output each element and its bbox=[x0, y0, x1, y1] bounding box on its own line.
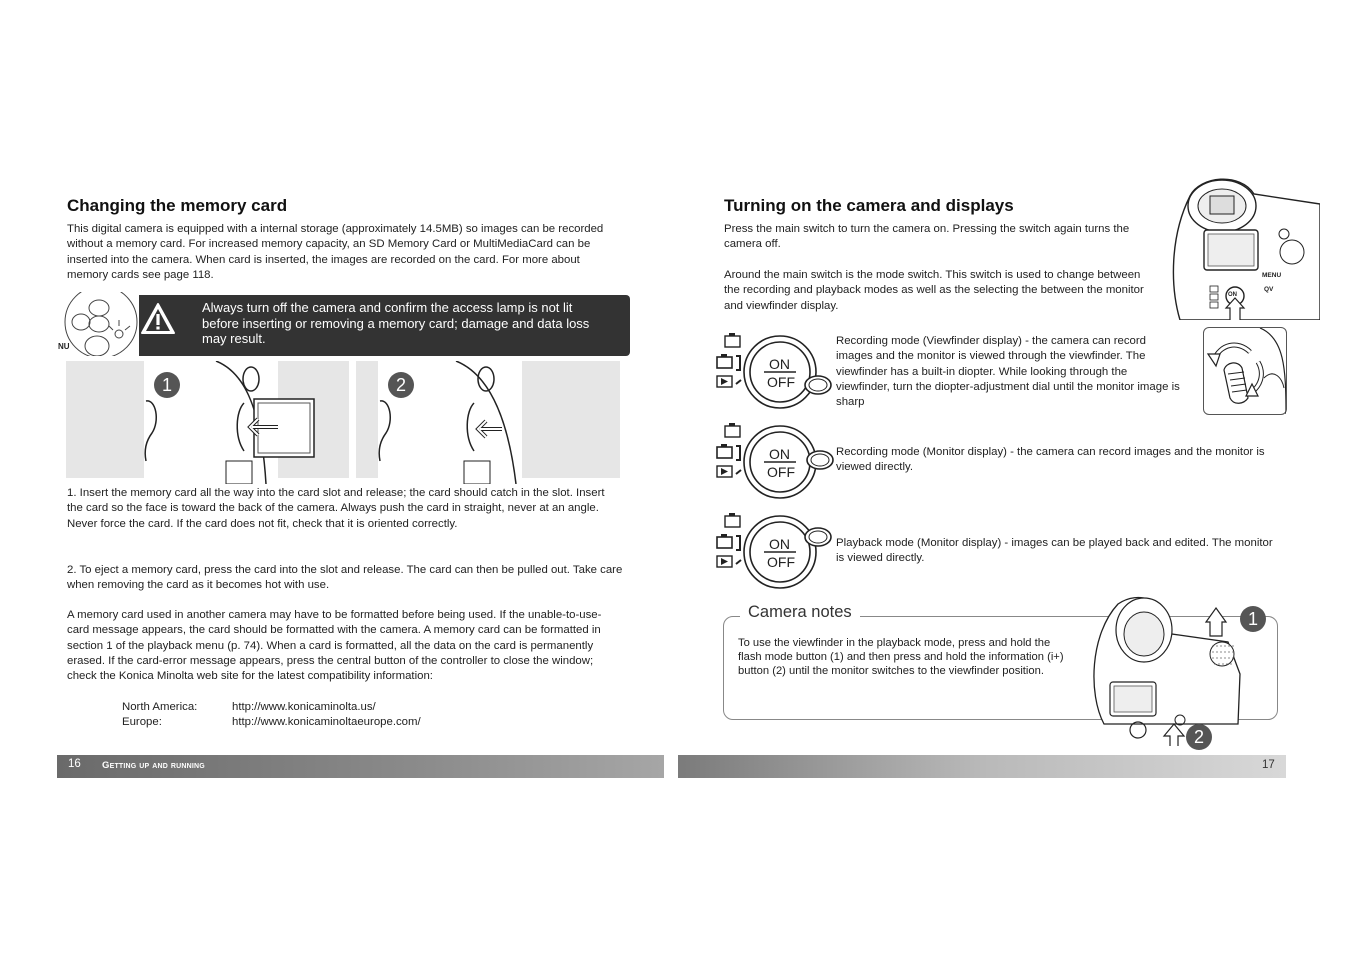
power-paragraph: Press the main switch to turn the camera on. Pressing the switch again turns the camera off. bbox=[724, 223, 1130, 251]
mode-viewfinder-text: Recording mode (Viewfinder display) - the camera can record images and the monitor is viewed through the viewfinder. The viewfinder has a built-in diopter. While looking through the viewfinder, turn the diopter-adjustment dial until the monitor image is sharp bbox=[836, 335, 1180, 409]
on-label: ON bbox=[769, 446, 790, 462]
off-label: OFF bbox=[767, 554, 795, 570]
url-region: Europe: bbox=[122, 716, 162, 728]
section-title: Getting up and running bbox=[102, 760, 205, 771]
controller-thumbnail bbox=[57, 292, 139, 356]
camera-on-label: ON bbox=[1228, 292, 1237, 298]
url-row-north-america bbox=[122, 700, 376, 715]
on-label: ON bbox=[769, 356, 790, 372]
mode-switch-paragraph: Around the main switch is the mode switch. This switch is used to change between the recording and playback modes as well as the selecting the between the monitor and viewfinder display. bbox=[724, 269, 1144, 312]
step2-photo bbox=[356, 361, 620, 478]
camera-notes-text: To use the viewfinder in the playback mode, press and hold the flash mode button (1) and then press and hold the information (i+) button (2) until the monitor switches to the viewfinder position. bbox=[738, 637, 1064, 677]
mode-switch-viewfinder bbox=[714, 330, 834, 410]
diopter-illustration bbox=[1203, 327, 1287, 415]
right-page-title: Turning on the camera and displays bbox=[724, 196, 1014, 215]
step1-text: 1. Insert the memory card all the way into the card slot and release; the card should catch in the slot. Insert the card so the face is toward the back of the camera. Always push the card in straight, never at an angle. Never force the card. If the card does not fit, check that it is oriented correctly. bbox=[67, 487, 605, 530]
warning-icon bbox=[139, 300, 177, 343]
notes-badge-1: 1 bbox=[1240, 606, 1266, 632]
mode-monitor-text: Recording mode (Monitor display) - the camera can record images and the monitor is viewed directly. bbox=[836, 446, 1265, 474]
camera-notes-illustration bbox=[1088, 594, 1258, 747]
url-link[interactable]: http://www.konicaminolta.us/ bbox=[232, 701, 376, 713]
left-page-title: Changing the memory card bbox=[67, 196, 288, 215]
format-paragraph: A memory card used in another camera may have to be formatted before being used. If the unable-to-use-card message appears, the card should be formatted with the camera. A memory card can be formatted in section 1 of the playback menu (p. 74). When a card is formatted, all the data on the card is permanently erased. If the card-error message appears, press the central button of the controller to close the window; check the Konica Minolta web site for the latest compatibility information: bbox=[67, 609, 602, 683]
right-footer-bar bbox=[678, 755, 1286, 778]
step2-badge: 2 bbox=[388, 372, 414, 398]
left-intro-paragraph: This digital camera is equipped with a internal storage (approximately 14.5MB) so images can be recorded without a memory card. For increased memory capacity, an SD Memory Card or MultiMediaCard can be inserted into the camera. When card is inserted, the images are recorded on the card. For more about memory cards see page 118. bbox=[67, 223, 604, 281]
left-page-number: 16 bbox=[68, 758, 81, 770]
notes-badge-2: 2 bbox=[1186, 724, 1212, 750]
on-label: ON bbox=[769, 536, 790, 552]
step1-photo bbox=[66, 361, 349, 478]
mode-playback-text: Playback mode (Monitor display) - images can be played back and edited. The monitor is viewed directly. bbox=[836, 537, 1273, 565]
camera-menu-label: MENU bbox=[1262, 272, 1282, 279]
mode-switch-playback bbox=[714, 510, 834, 590]
camera-back-illustration bbox=[1170, 176, 1320, 320]
url-region: North America: bbox=[122, 701, 198, 713]
controller-label: NU bbox=[58, 342, 70, 351]
camera-qv-label: QV bbox=[1264, 286, 1274, 293]
off-label: OFF bbox=[767, 464, 795, 480]
url-row-europe bbox=[122, 715, 421, 730]
url-link[interactable]: http://www.konicaminoltaeurope.com/ bbox=[232, 716, 421, 728]
right-page-number: 17 bbox=[1262, 759, 1275, 771]
warning-text: Always turn off the camera and confirm the access lamp is not lit before inserting or removing a memory card; damage and data loss may result. bbox=[202, 300, 590, 346]
camera-notes-title: Camera notes bbox=[740, 603, 860, 622]
off-label: OFF bbox=[767, 374, 795, 390]
mode-switch-monitor bbox=[714, 420, 834, 500]
step2-text: 2. To eject a memory card, press the card into the slot and release. The card can then be pulled out. Take care when removing the card as it becomes hot with use. bbox=[67, 564, 623, 592]
step1-badge: 1 bbox=[154, 372, 180, 398]
